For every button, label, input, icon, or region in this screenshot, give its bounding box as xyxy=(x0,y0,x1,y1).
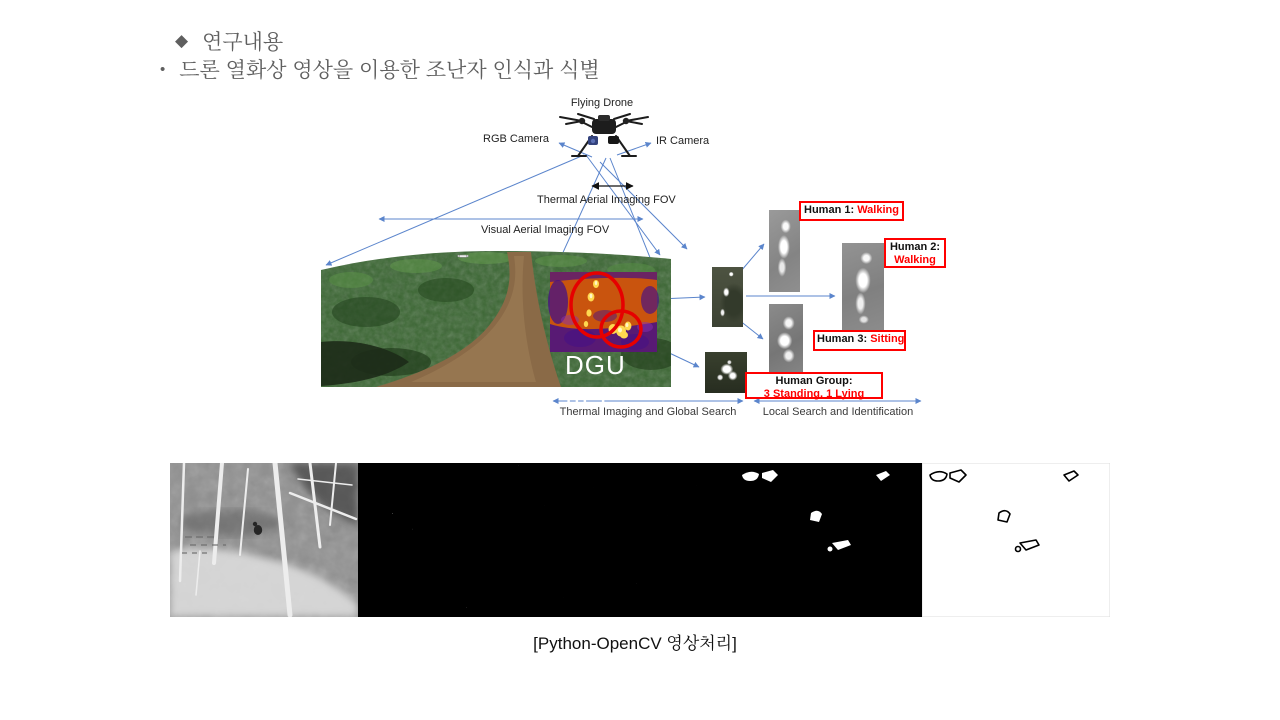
thermal-fov-label: Thermal Aerial Imaging FOV xyxy=(537,194,676,206)
subtitle-text: 드론 열화상 영상을 이용한 조난자 인식과 식별 xyxy=(179,59,600,82)
thermal-crop-human3 xyxy=(769,304,803,372)
dot-bullet-icon: • xyxy=(160,60,166,78)
diamond-bullet-icon: ◆ xyxy=(175,31,189,50)
global-search-label: Thermal Imaging and Global Search xyxy=(559,406,737,418)
drone-icon xyxy=(558,106,650,168)
process-image-binary2 xyxy=(546,463,734,617)
thermal-crop-human2 xyxy=(842,243,884,332)
aerial-photo xyxy=(321,250,671,411)
process-image-contours xyxy=(922,463,1110,617)
human3-prefix: Human 3: xyxy=(817,333,871,345)
human1-label-box xyxy=(799,201,904,221)
rgb-camera-label: RGB Camera xyxy=(483,133,550,145)
human1-prefix: Human 1: xyxy=(804,204,858,216)
opencv-pipeline-row xyxy=(170,463,1110,617)
thermal-crop-group xyxy=(705,352,747,393)
thermal-crop-human1 xyxy=(769,210,800,292)
process-image-binary1 xyxy=(358,463,546,617)
human1-status: Walking xyxy=(857,204,899,216)
thermal-crop-walkers xyxy=(712,267,743,327)
title-text: 연구내용 xyxy=(202,31,284,54)
pipeline-caption: [Python-OpenCV 영상처리] xyxy=(533,634,737,653)
human2-prefix: Human 2: xyxy=(889,241,941,253)
process-image-grayscale xyxy=(170,463,358,617)
flying-drone-label: Flying Drone xyxy=(570,97,634,109)
human-group-label-box xyxy=(745,372,883,399)
human3-status: Sitting xyxy=(870,333,905,345)
ir-camera-label: IR Camera xyxy=(656,135,710,147)
human2-label-box xyxy=(884,238,946,268)
human3-label-box xyxy=(813,330,906,351)
human2-status: Walking xyxy=(894,254,936,267)
visual-fov-label: Visual Aerial Imaging FOV xyxy=(481,224,610,236)
process-image-blobs xyxy=(734,463,922,617)
local-search-label: Local Search and Identification xyxy=(762,406,914,418)
human-group-status: 3 Standing, 1 Lying xyxy=(763,388,865,401)
watermark-dgu-iipl: DGU IIPL xyxy=(565,350,626,411)
human-group-prefix: Human Group: xyxy=(775,375,853,387)
